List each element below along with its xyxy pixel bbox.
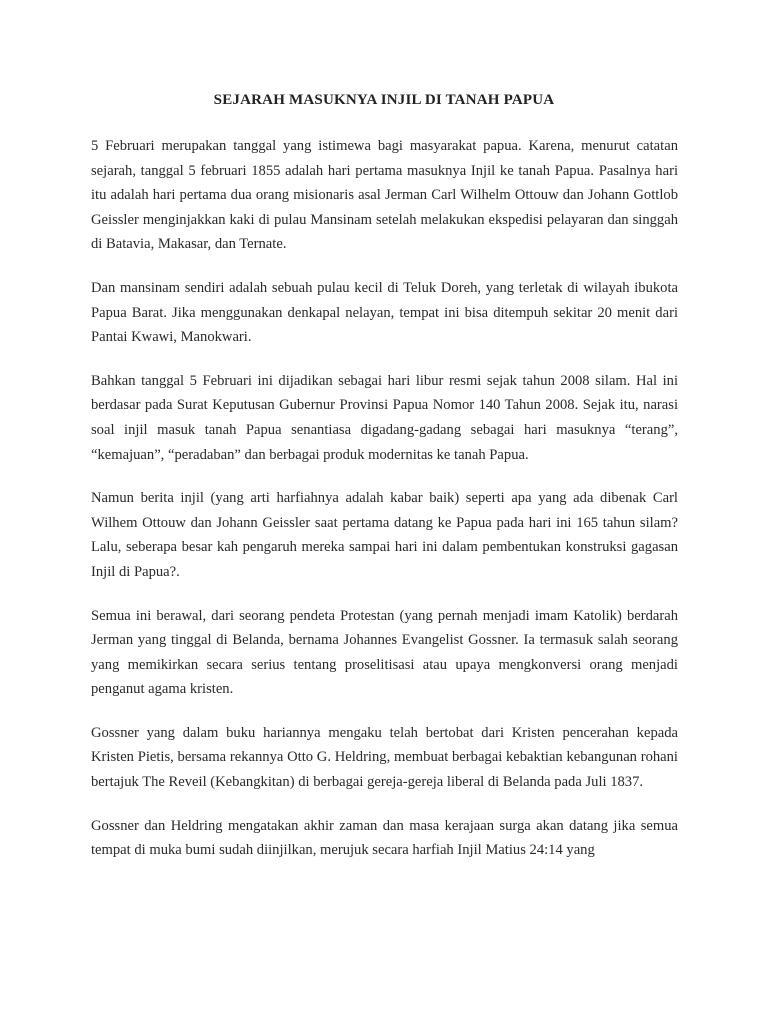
paragraph-7: Gossner dan Heldring mengatakan akhir zaman dan masa kerajaan surga akan datang jika semua tempat di muka bumi sudah diinjilkan, merujuk secara harfiah Injil Matius 24:14 yang	[91, 817, 678, 859]
paragraph-2: Dan mansinam sendiri adalah sebuah pulau kecil di Teluk Doreh, yang terletak di wilayah ibukota Papua Barat. Jika menggunakan denkapal nelayan, tempat ini bisa ditempuh sekitar 20 menit dari Pantai Kwawi, Manokwari.	[91, 279, 678, 346]
paragraph-5: Semua ini berawal, dari seorang pendeta Protestan (yang pernah menjadi imam Katolik) berdarah Jerman yang tinggal di Belanda, bernama Johannes Evangelist Gossner. Ia termasuk salah seorang yang memikirkan secara serius tentang proselitisasi atau upaya mengkonversi orang menjadi penganut agama kristen.	[91, 607, 678, 698]
paragraph-3: Bahkan tanggal 5 Februari ini dijadikan sebagai hari libur resmi sejak tahun 2008 silam. Hal ini berdasar pada Surat Keputusan Gubernur Provinsi Papua Nomor 140 Tahun 2008. Sejak itu, narasi soal injil masuk tanah Papua senantiasa digadang-gadang sebagai hari masuknya “terang”, “kemajuan”, “peradaban” dan berbagai produk modernitas ke tanah Papua.	[91, 372, 678, 463]
document-title: SEJARAH MASUKNYA INJIL DI TANAH PAPUA	[213, 92, 555, 108]
paragraph-1: 5 Februari merupakan tanggal yang istimewa bagi masyarakat papua. Karena, menurut catatan sejarah, tanggal 5 februari 1855 adalah hari pertama masuknya Injil ke tanah Papua. Pasalnya hari itu adalah hari pertama dua orang misionaris asal Jerman Carl Wilhelm Ottouw dan Johann Gottlob Geissler menginjakkan kaki di pulau Mansinam setelah melakukan ekspedisi pelayaran dan singgah di Batavia, Makasar, dan Ternate.	[91, 138, 678, 253]
paragraph-6: Gossner yang dalam buku hariannya mengaku telah bertobat dari Kristen pencerahan kepada Kristen Pietis, bersama rekannya Otto G. Heldring, membuat berbagai kebaktian kebangunan rohani bertajuk The Reveil (Kebangkitan) di berbagai gereja-gereja liberal di Belanda pada Juli 1837.	[91, 724, 678, 791]
paragraph-4: Namun berita injil (yang arti harfiahnya adalah kabar baik) seperti apa yang ada dibenak Carl Wilhem Ottouw dan Johann Geissler saat pertama datang ke Papua pada hari ini 165 tahun silam? Lalu, seberapa besar kah pengaruh mereka sampai hari ini dalam pembentukan konstruksi gagasan Injil di Papua?.	[91, 490, 678, 580]
document-body	[91, 134, 678, 882]
